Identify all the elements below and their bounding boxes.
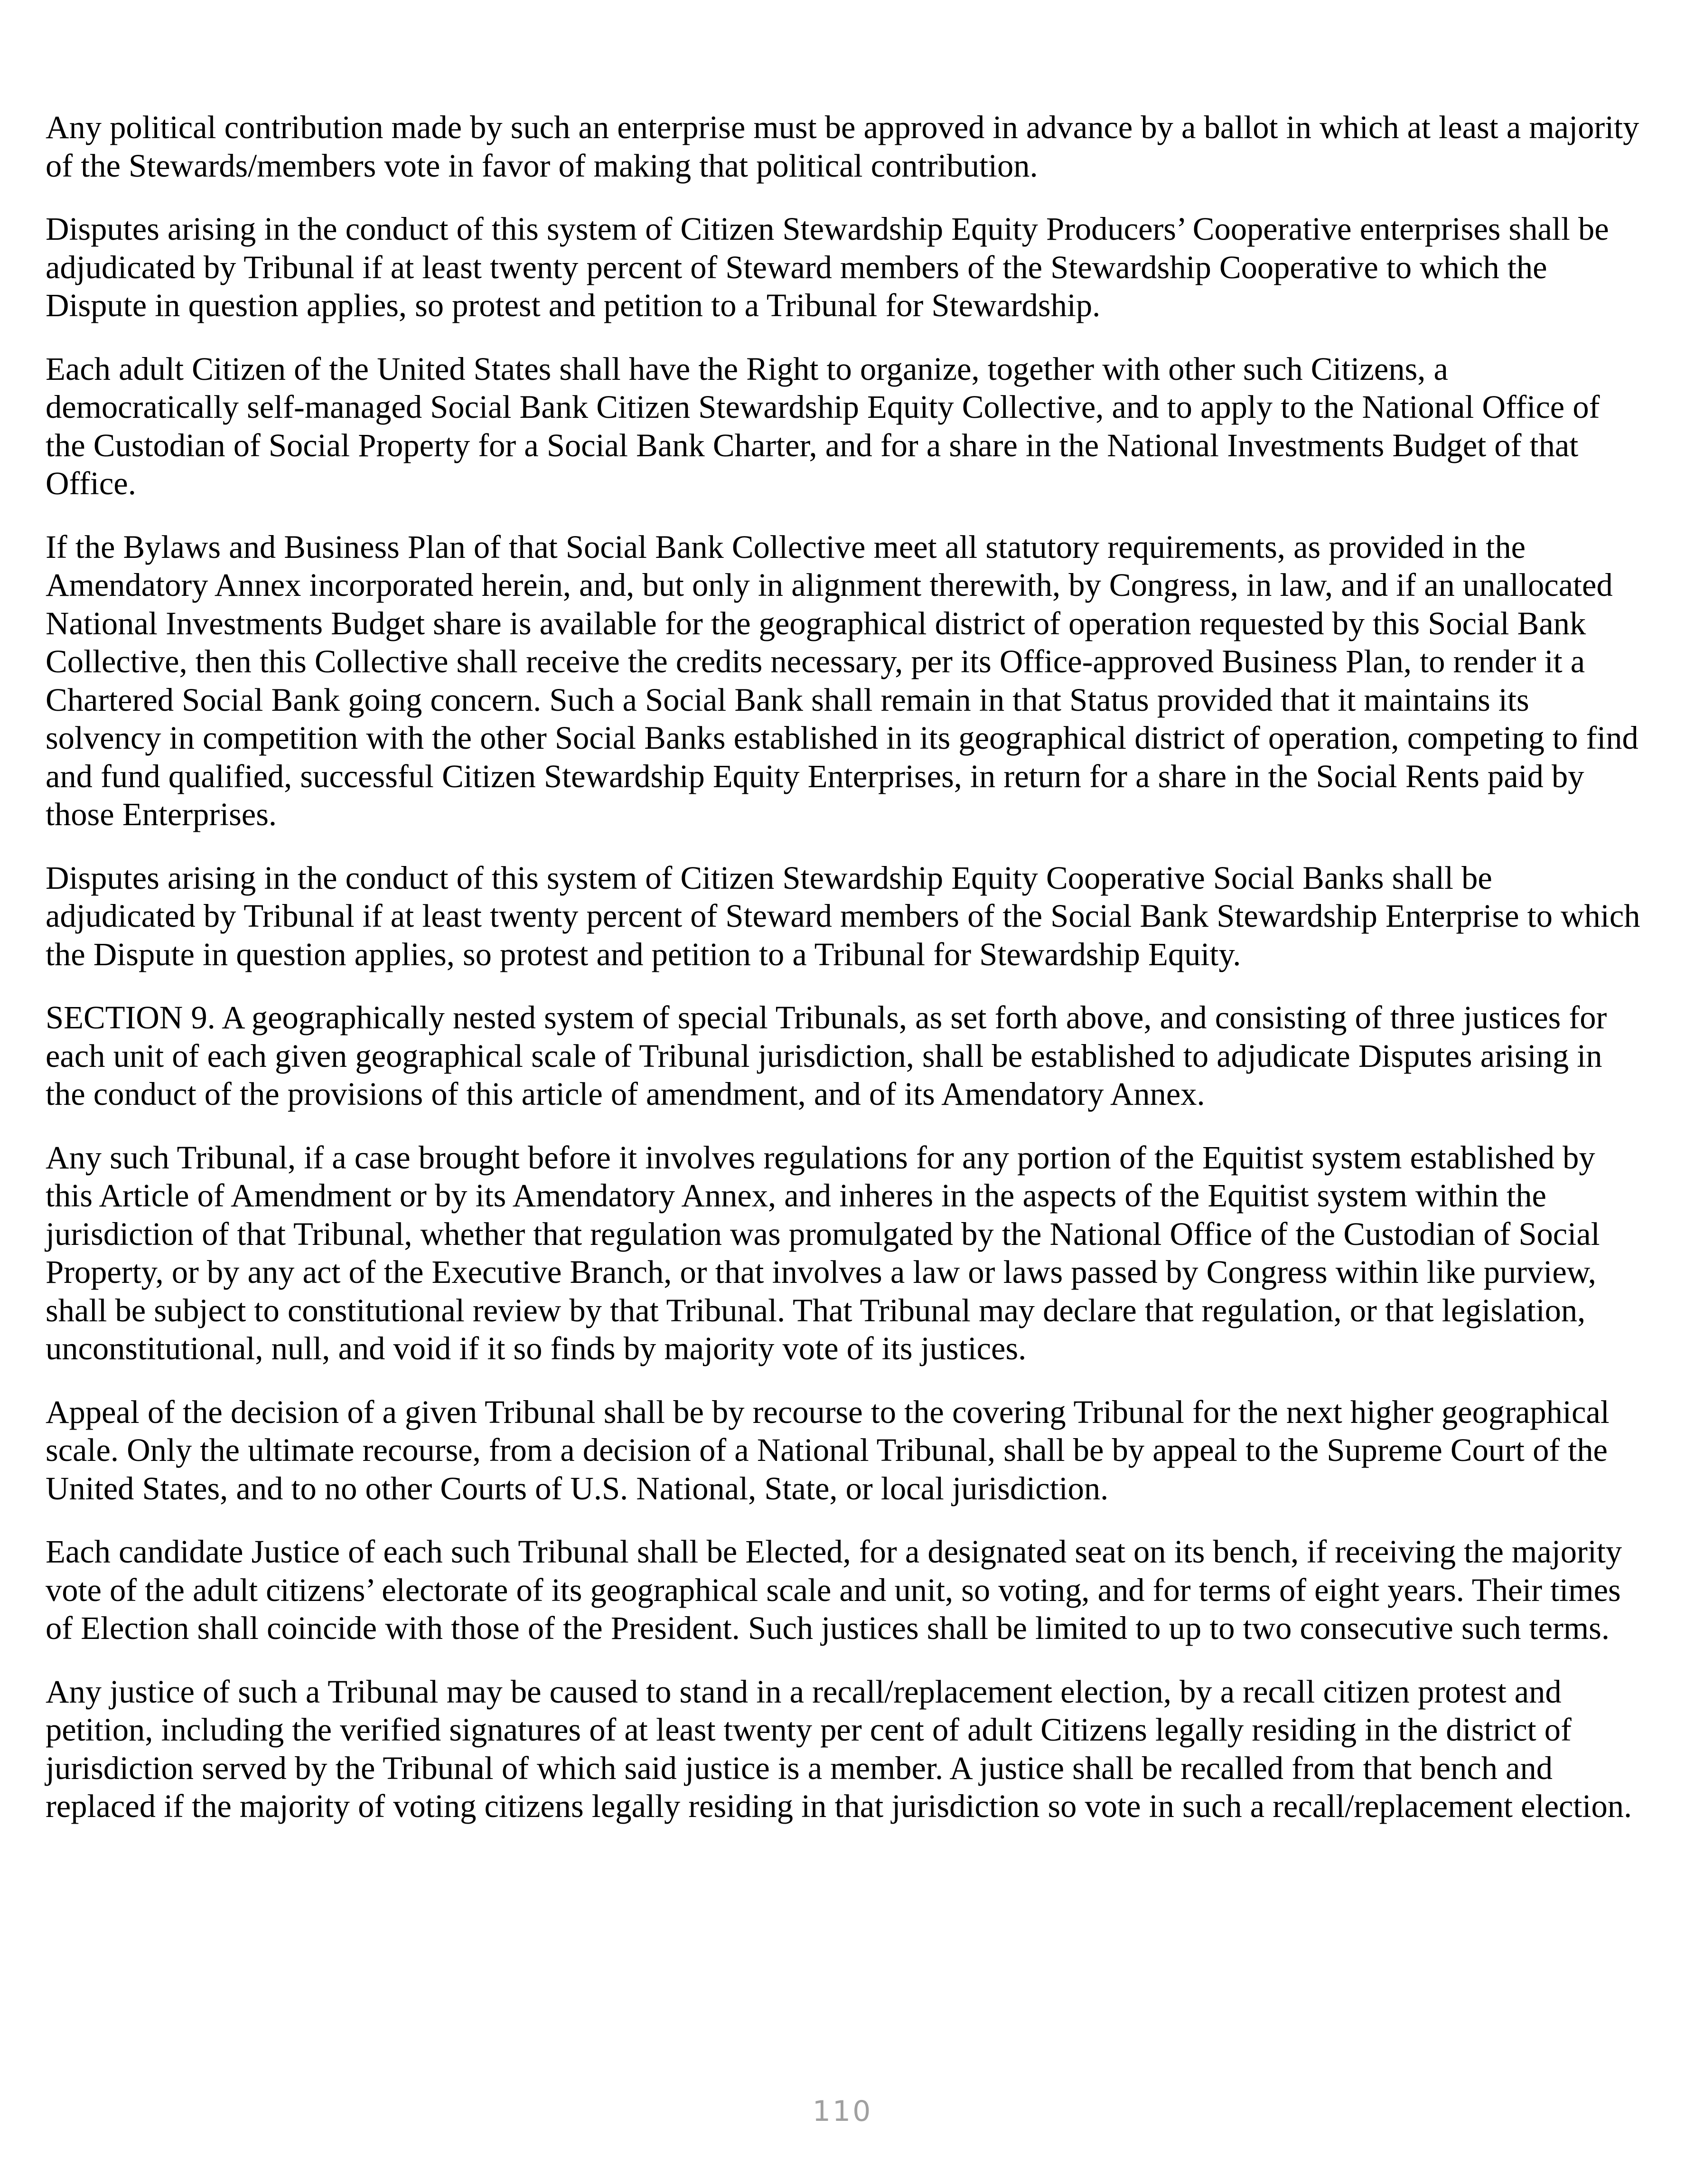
- paragraph-political-contribution: Any political contribution made by such an enterprise must be approved in advance by a ballot in which at least a majority of the Stewards/members vote in favor of making that political contribution.: [46, 109, 1639, 184]
- paragraph-social-bank-disputes: Disputes arising in the conduct of this system of Citizen Stewardship Equity Cooperative Social Banks shall be adjudicated by Tribunal if at least twenty percent of Steward members of the Social Bank Stewardship Enterprise to which the Dispute in question applies, so protest and petition to a Tribunal for Stewardship Equity.: [46, 859, 1640, 972]
- paragraph-appeal: Appeal of the decision of a given Tribunal shall be by recourse to the covering Tribunal for the next higher geographical scale. Only the ultimate recourse, from a decision of a National Tribunal, shall be by appeal to the Supreme Court of the United States, and to no other Courts of U.S. National, State, or local jurisdiction.: [46, 1393, 1610, 1506]
- paragraph-producers-cooperative-disputes: Disputes arising in the conduct of this system of Citizen Stewardship Equity Producers’ Cooperative enterprises shall be adjudicated by Tribunal if at least twenty percent of Steward members of the Stewardship Cooperative to which the Dispute in question applies, so protest and petition to a Tribunal for Stewardship.: [46, 211, 1609, 323]
- paragraph-section-9: SECTION 9. A geographically nested system of special Tribunals, as set forth above, and consisting of three justices for each unit of each given geographical scale of Tribunal jurisdiction, shall be established to adjudicate Disputes arising in the conduct of the provisions of this article of amendment, and of its Amendatory Annex.: [46, 999, 1607, 1112]
- paragraph-social-bank-charter: If the Bylaws and Business Plan of that Social Bank Collective meet all statutory requirements, as provided in the Amendatory Annex incorporated herein, and, but only in alignment therewith, by Congress, in law, and if an unallocated National Investments Budget share is available for the geographical district of operation requested by this Social Bank Collective, then this Collective shall receive the credits necessary, per its Office-approved Business Plan, to render it a Chartered Social Bank going concern. Such a Social Bank shall remain in that Status provided that it maintains its solvency in competition with the other Social Banks established in its geographical district of operation, competing to find and fund qualified, successful Citizen Stewardship Equity Enterprises, in return for a share in the Social Rents paid by those Enterprises.: [46, 528, 1638, 832]
- paragraph-recall-election: Any justice of such a Tribunal may be caused to stand in a recall/replacement election, by a recall citizen protest and petition, including the verified signatures of at least twenty per cent of adult Citizens legally residing in the district of jurisdiction served by the Tribunal of which said justice is a member. A justice shall be recalled from that bench and replaced if the majority of voting citizens legally residing in that jurisdiction so vote in such a recall/replacement election.: [46, 1673, 1632, 1824]
- document-body: [46, 108, 1640, 1851]
- paragraph-justice-election: Each candidate Justice of each such Tribunal shall be Elected, for a designated seat on its bench, if receiving the majority vote of the adult citizens’ electorate of its geographical scale and unit, so voting, and for terms of eight years. Their times of Election shall coincide with those of the President. Such justices shall be limited to up to two consecutive such terms.: [46, 1534, 1622, 1646]
- paragraph-social-bank-right: Each adult Citizen of the United States shall have the Right to organize, together with other such Citizens, a democratically self-managed Social Bank Citizen Stewardship Equity Collective, and to apply to the National Office of the Custodian of Social Property for a Social Bank Charter, and for a share in the National Investments Budget of that Office.: [46, 350, 1600, 501]
- paragraph-constitutional-review: Any such Tribunal, if a case brought before it involves regulations for any portion of the Equitist system established by this Article of Amendment or by its Amendatory Annex, and inheres in the aspects of the Equitist system within the jurisdiction of that Tribunal, whether that regulation was promulgated by the National Office of the Custodian of Social Property, or by any act of the Executive Branch, or that involves a law or laws passed by Congress within like purview, shall be subject to constitutional review by that Tribunal. That Tribunal may declare that regulation, or that legislation, unconstitutional, null, and void if it so finds by majority vote of its justices.: [46, 1139, 1600, 1366]
- page-number: 110: [812, 2095, 873, 2128]
